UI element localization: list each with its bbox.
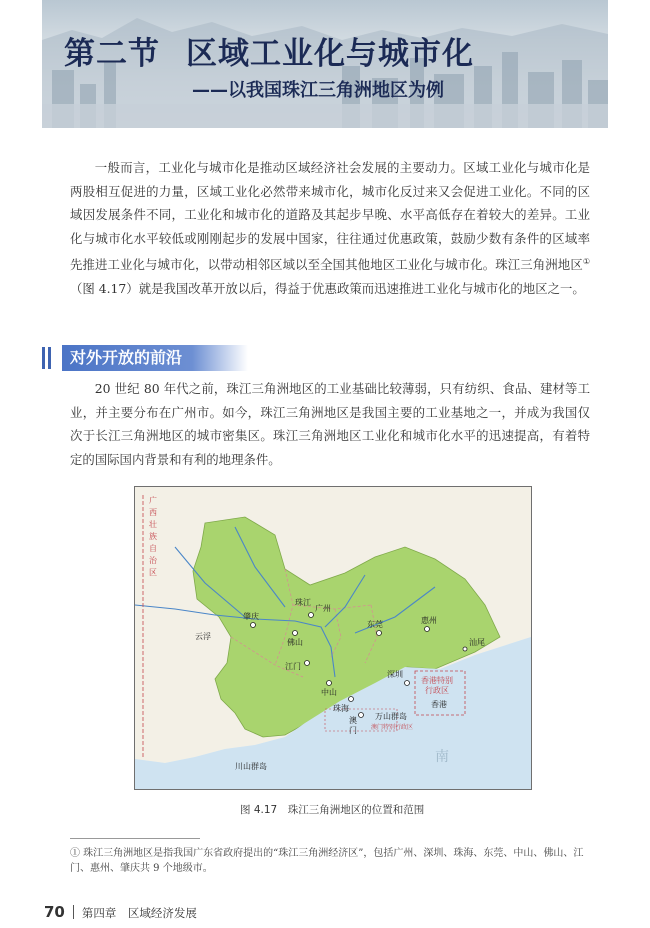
footer-divider (73, 905, 74, 919)
subsection-heading (42, 345, 247, 371)
section-title: 第二节 区域工业化与城市化 (64, 36, 474, 72)
map-label-chuanshan: 川山群岛 (235, 762, 267, 771)
footnote: ① 珠江三角洲地区是指我国广东省政府提出的“珠江三角洲经济区”，包括广州、深圳、珠海、东莞、中山、佛山、江门、惠州、肇庆共 9 个地级市。 (70, 848, 584, 874)
pearl-river-delta-map (134, 486, 532, 790)
footnote-ref[interactable]: ① (582, 257, 590, 267)
footnote-divider (70, 838, 200, 839)
map-label-zhaoqing: 肇庆 (243, 612, 259, 621)
intro-paragraph: 一般而言，工业化与城市化是推动区域经济社会发展的主要动力。区域工业化与城市化是两股相互促进的力量，区域工业化必然带来城市化，城市化反过来又会促进工业化。不同的区域因发展条件不同，工业化和城市化的道路及其起步早晚、水平高低存在着较大的差异。工业化与城市化水平较低或刚刚起步的发展中国家，往往通过优惠政策，鼓励少数有条件的区域率先推进工业化与城市化，以带动相邻区域以至全国其他地区工业化与城市化。珠江三角洲地区①（图 4.17）就是我国改革开放以后，得益于优惠政策而迅速推进工业化与城市化的地区之一。 (70, 160, 590, 297)
map-label-zhuhai: 珠海 (333, 704, 349, 713)
map-label-zhujiang: 珠江 (295, 598, 311, 607)
map-label-sea: 南 (435, 749, 449, 765)
section-subtitle: ——以我国珠江三角洲地区为例 (192, 80, 444, 101)
svg-text:区: 区 (149, 568, 157, 577)
map-label-hk-region: 香港特别 (421, 676, 453, 685)
page-footer (44, 903, 197, 921)
map-label-hongkong: 香港 (431, 700, 447, 709)
map-label-jiangmen: 江门 (285, 662, 301, 671)
map-label-huizhou: 惠州 (421, 616, 437, 625)
map-label-dongguan: 东莞 (367, 620, 383, 629)
heading-bars-icon (42, 347, 60, 369)
subsection-title: 对外开放的前沿 (62, 345, 248, 371)
map-label-shanwei: 汕尾 (469, 638, 485, 647)
svg-text:自: 自 (149, 544, 157, 553)
svg-text:族: 族 (149, 532, 157, 541)
map-label-shenzhen: 深圳 (387, 670, 403, 679)
chapter-label: 第四章 区域经济发展 (81, 906, 197, 920)
svg-text:门: 门 (349, 726, 357, 735)
svg-text:西: 西 (149, 508, 157, 517)
map-label-foshan: 佛山 (287, 638, 303, 647)
page-number: 70 (44, 903, 65, 921)
figure-caption: 图 4.17 珠江三角洲地区的位置和范围 (240, 804, 425, 816)
map-label-guangzhou: 广州 (315, 604, 331, 613)
subsection-paragraph: 20 世纪 80 年代之前，珠江三角洲地区的工业基础比较薄弱，只有纺织、食品、建材等工业，并主要分布在广州市。如今，珠江三角洲地区是我国主要的工业基地之一，并成为我国仅次于长江三角洲地区的城市密集区。珠江三角洲地区工业化和城市化水平的迅速提高，有着特定的国际国内背景和有利的地理条件。 (70, 381, 590, 467)
map-label-zhongshan: 中山 (321, 688, 337, 697)
svg-text:行政区: 行政区 (425, 686, 449, 695)
map-label-guangxi: 广 (149, 496, 157, 505)
map-label-macau: 澳 (349, 716, 357, 725)
map-label-wanshan: 万山群岛 (375, 712, 407, 721)
svg-text:壮: 壮 (149, 520, 157, 529)
map-label-yunfu: 云浮 (195, 632, 211, 641)
chapter-header-banner (42, 0, 608, 128)
svg-text:治: 治 (149, 556, 157, 565)
map-label-macau-region: 澳门特别行政区 (371, 724, 414, 731)
